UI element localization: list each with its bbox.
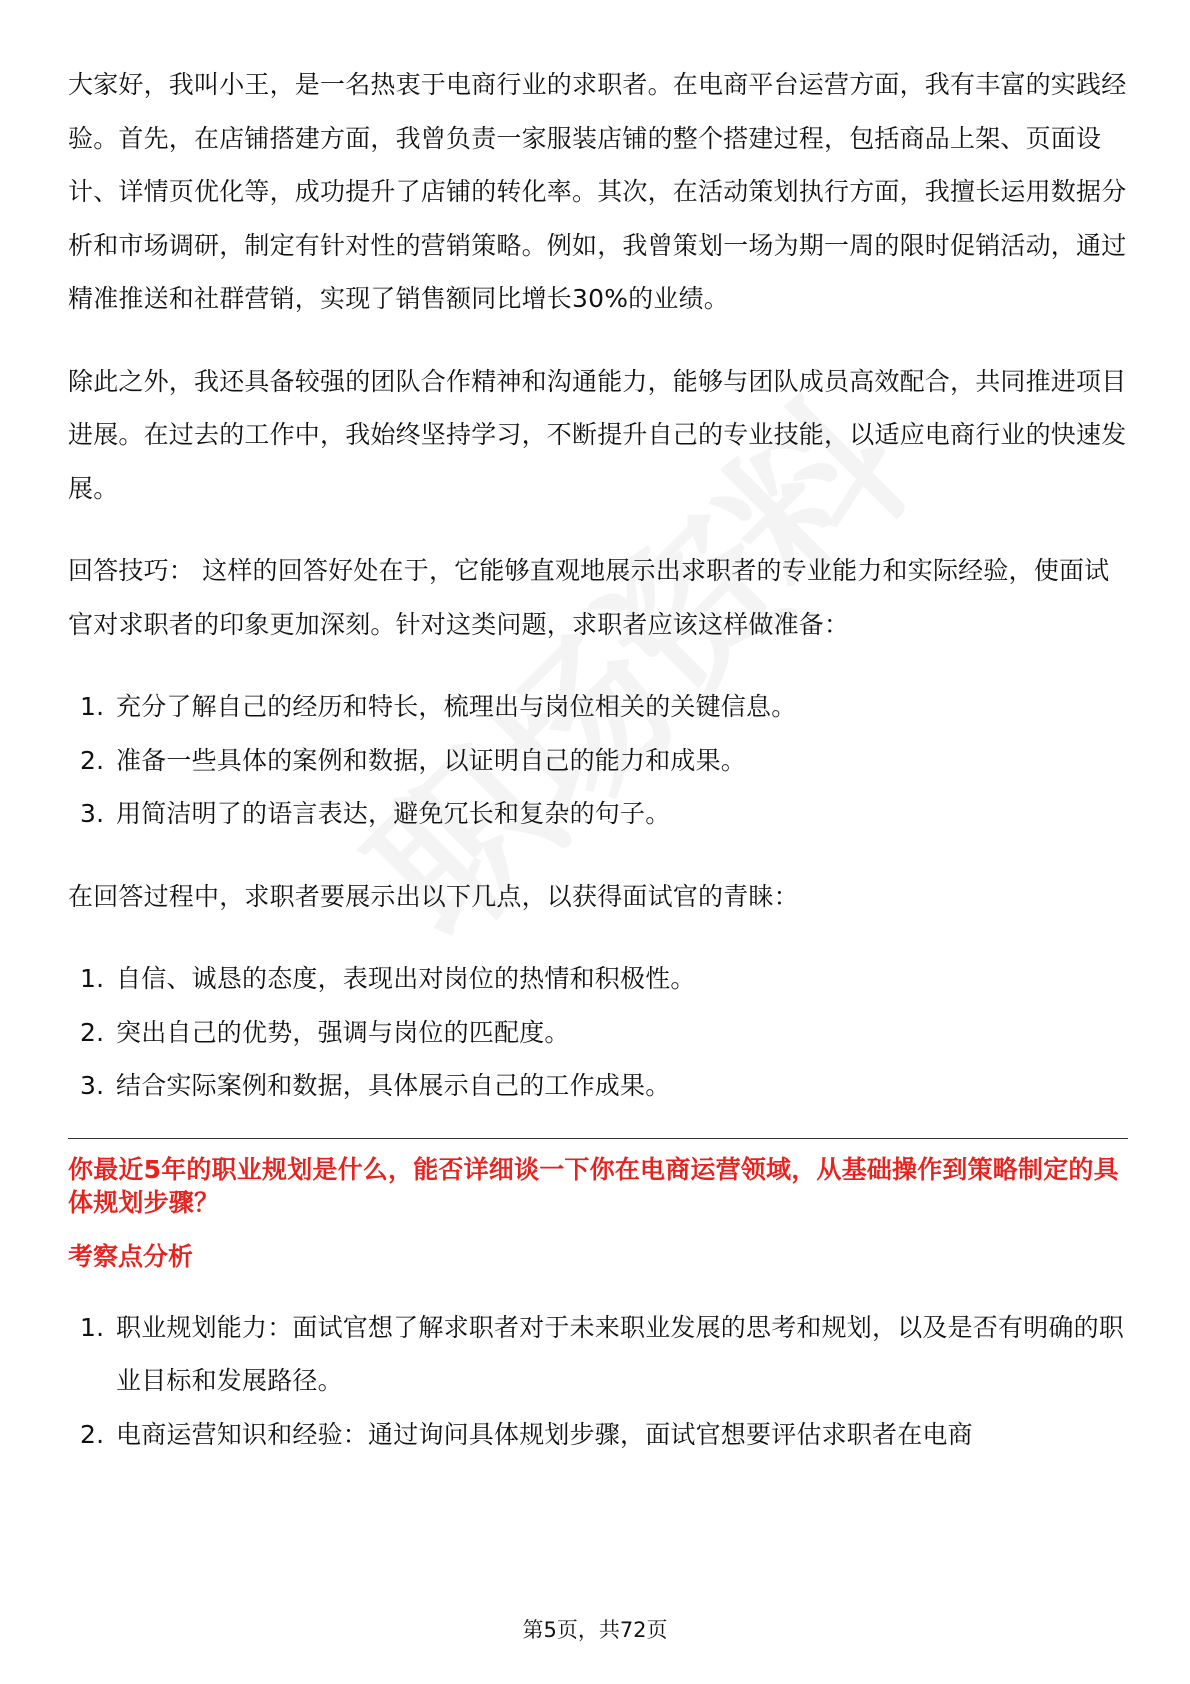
list-number: 2. bbox=[80, 1017, 105, 1047]
document-page bbox=[68, 58, 1128, 1490]
show-list bbox=[68, 952, 1128, 1113]
list-text: 电商运营知识和经验：通过询问具体规划步骤，面试官想要评估求职者在电商 bbox=[116, 1419, 973, 1449]
interview-question: 你最近5年的职业规划是什么，能否详细谈一下你在电商运营领域，从基础操作到策略制定的具体规划步骤？ bbox=[68, 1154, 1119, 1217]
list-item bbox=[68, 1408, 1128, 1462]
second-paragraph: 除此之外，我还具备较强的团队合作精神和沟通能力，能够与团队成员高效配合，共同推进项目进展。在过去的工作中，我始终坚持学习，不断提升自己的专业技能，以适应电商行业的快速发展。 bbox=[68, 366, 1127, 503]
analysis-heading: 考察点分析 bbox=[68, 1241, 194, 1271]
list-item bbox=[68, 1301, 1128, 1408]
list-number: 2. bbox=[80, 745, 105, 775]
list-number: 1. bbox=[80, 964, 105, 993]
list-number: 2. bbox=[80, 1419, 105, 1449]
prep-list bbox=[68, 680, 1128, 841]
list-text: 职业规划能力：面试官想了解求职者对于未来职业发展的思考和规划，以及是否有明确的职业目标和发展路径。 bbox=[116, 1312, 1125, 1395]
list-item bbox=[68, 1006, 1128, 1060]
list-number: 1. bbox=[80, 1312, 105, 1342]
list-text: 准备一些具体的案例和数据，以证明自己的能力和成果。 bbox=[116, 745, 747, 775]
analysis-list bbox=[68, 1301, 1128, 1462]
show-paragraph: 在回答过程中，求职者要展示出以下几点，以获得面试官的青睐： bbox=[68, 881, 799, 911]
list-text: 结合实际案例和数据，具体展示自己的工作成果。 bbox=[116, 1071, 671, 1100]
list-item bbox=[68, 1059, 1128, 1113]
list-number: 3. bbox=[80, 1071, 105, 1100]
list-number: 1. bbox=[80, 692, 105, 721]
intro-paragraph: 大家好，我叫小王，是一名热衷于电商行业的求职者。在电商平台运营方面，我有丰富的实践经验。首先，在店铺搭建方面，我曾负责一家服装店铺的整个搭建过程，包括商品上架、页面设计、详情页优化等，成功提升了店铺的转化率。其次，在活动策划执行方面，我擅长运用数据分析和市场调研，制定有针对性的营销策略。例如，我曾策划一场为期一周的限时促销活动，通过精准推送和社群营销，实现了销售额同比增长30%的业绩。 bbox=[68, 70, 1127, 313]
list-text: 用简洁明了的语言表达，避免冗长和复杂的句子。 bbox=[116, 799, 671, 828]
page-footer: 第5页，共72页 bbox=[522, 1618, 668, 1642]
list-text: 充分了解自己的经历和特长，梳理出与岗位相关的关键信息。 bbox=[116, 692, 797, 721]
list-item bbox=[68, 680, 1128, 734]
section-divider bbox=[68, 1138, 1128, 1139]
list-item bbox=[68, 952, 1128, 1006]
list-item bbox=[68, 787, 1128, 841]
list-number: 3. bbox=[80, 799, 105, 828]
list-text: 突出自己的优势，强调与岗位的匹配度。 bbox=[116, 1017, 570, 1047]
list-item bbox=[68, 734, 1128, 788]
tips-paragraph: 回答技巧： 这样的回答好处在于，它能够直观地展示出求职者的专业能力和实际经验，使面试官对求职者的印象更加深刻。针对这类问题，求职者应该这样做准备： bbox=[68, 556, 1110, 639]
list-text: 自信、诚恳的态度，表现出对岗位的热情和积极性。 bbox=[116, 964, 696, 993]
